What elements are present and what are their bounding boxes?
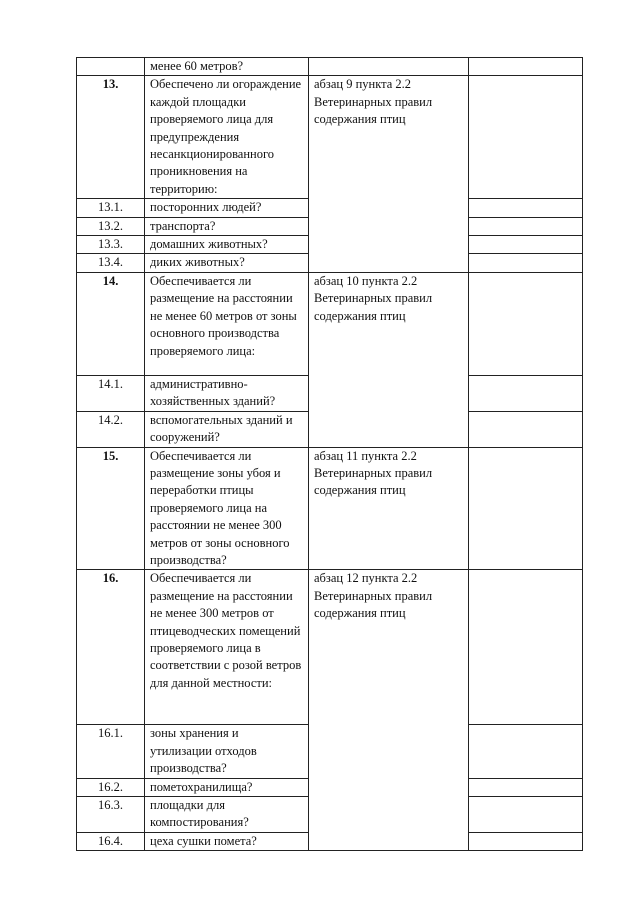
item-number: 13.	[77, 76, 145, 199]
item-answer-cell	[469, 778, 583, 796]
table-row	[77, 570, 583, 725]
item-answer-cell	[469, 796, 583, 832]
item-reference: абзац 12 пункта 2.2 Ветеринарных правил содержания птиц	[309, 570, 469, 851]
item-number: 13.4.	[77, 254, 145, 272]
item-answer-cell	[469, 375, 583, 411]
item-question: пометохранилища?	[145, 778, 309, 796]
item-number	[77, 58, 145, 76]
item-answer-cell	[469, 199, 583, 217]
item-question: цеха сушки помета?	[145, 832, 309, 850]
item-question: посторонних людей?	[145, 199, 309, 217]
item-question: диких животных?	[145, 254, 309, 272]
item-number: 13.3.	[77, 236, 145, 254]
item-question: Обеспечено ли огораждение каждой площадки проверяемого лица для предупреждения несанкционированного проникновения на территорию:	[145, 76, 309, 199]
item-question: вспомогательных зданий и сооружений?	[145, 411, 309, 447]
item-question: Обеспечивается ли размещение на расстоянии не менее 300 метров от птицеводческих помещений проверяемого лица в соответствии с розой ветров для данной местности:	[145, 570, 309, 725]
table-row	[77, 58, 583, 76]
item-reference: абзац 11 пункта 2.2 Ветеринарных правил содержания птиц	[309, 447, 469, 570]
checklist-table	[76, 57, 583, 851]
item-question: зоны хранения и утилизации отходов производства?	[145, 725, 309, 778]
item-reference	[309, 58, 469, 76]
item-number: 16.	[77, 570, 145, 725]
item-answer-cell	[469, 725, 583, 778]
item-question: менее 60 метров?	[145, 58, 309, 76]
item-number: 14.2.	[77, 411, 145, 447]
item-question: Обеспечивается ли размещение зоны убоя и переработки птицы проверяемого лица на расстоянии не менее 300 метров от зоны основного производства?	[145, 447, 309, 570]
item-answer-cell	[469, 236, 583, 254]
item-answer-cell	[469, 411, 583, 447]
item-answer-cell	[469, 254, 583, 272]
table-row	[77, 272, 583, 375]
item-answer-cell	[469, 272, 583, 375]
item-number: 16.2.	[77, 778, 145, 796]
item-number: 15.	[77, 447, 145, 570]
item-question: административно-хозяйственных зданий?	[145, 375, 309, 411]
item-question: Обеспечивается ли размещение на расстоянии не менее 60 метров от зоны основного производства проверяемого лица:	[145, 272, 309, 375]
item-number: 16.3.	[77, 796, 145, 832]
item-number: 14.	[77, 272, 145, 375]
item-question: площадки для компостирования?	[145, 796, 309, 832]
item-question: домашних животных?	[145, 236, 309, 254]
item-answer-cell	[469, 217, 583, 235]
item-number: 16.4.	[77, 832, 145, 850]
table-row	[77, 447, 583, 570]
item-answer-cell	[469, 832, 583, 850]
item-answer-cell	[469, 58, 583, 76]
item-answer-cell	[469, 76, 583, 199]
item-answer-cell	[469, 570, 583, 725]
item-number: 16.1.	[77, 725, 145, 778]
item-reference: абзац 9 пункта 2.2 Ветеринарных правил содержания птиц	[309, 76, 469, 272]
table-row	[77, 76, 583, 199]
item-answer-cell	[469, 447, 583, 570]
item-reference: абзац 10 пункта 2.2 Ветеринарных правил содержания птиц	[309, 272, 469, 447]
item-question: транспорта?	[145, 217, 309, 235]
item-number: 13.1.	[77, 199, 145, 217]
item-number: 13.2.	[77, 217, 145, 235]
item-number: 14.1.	[77, 375, 145, 411]
